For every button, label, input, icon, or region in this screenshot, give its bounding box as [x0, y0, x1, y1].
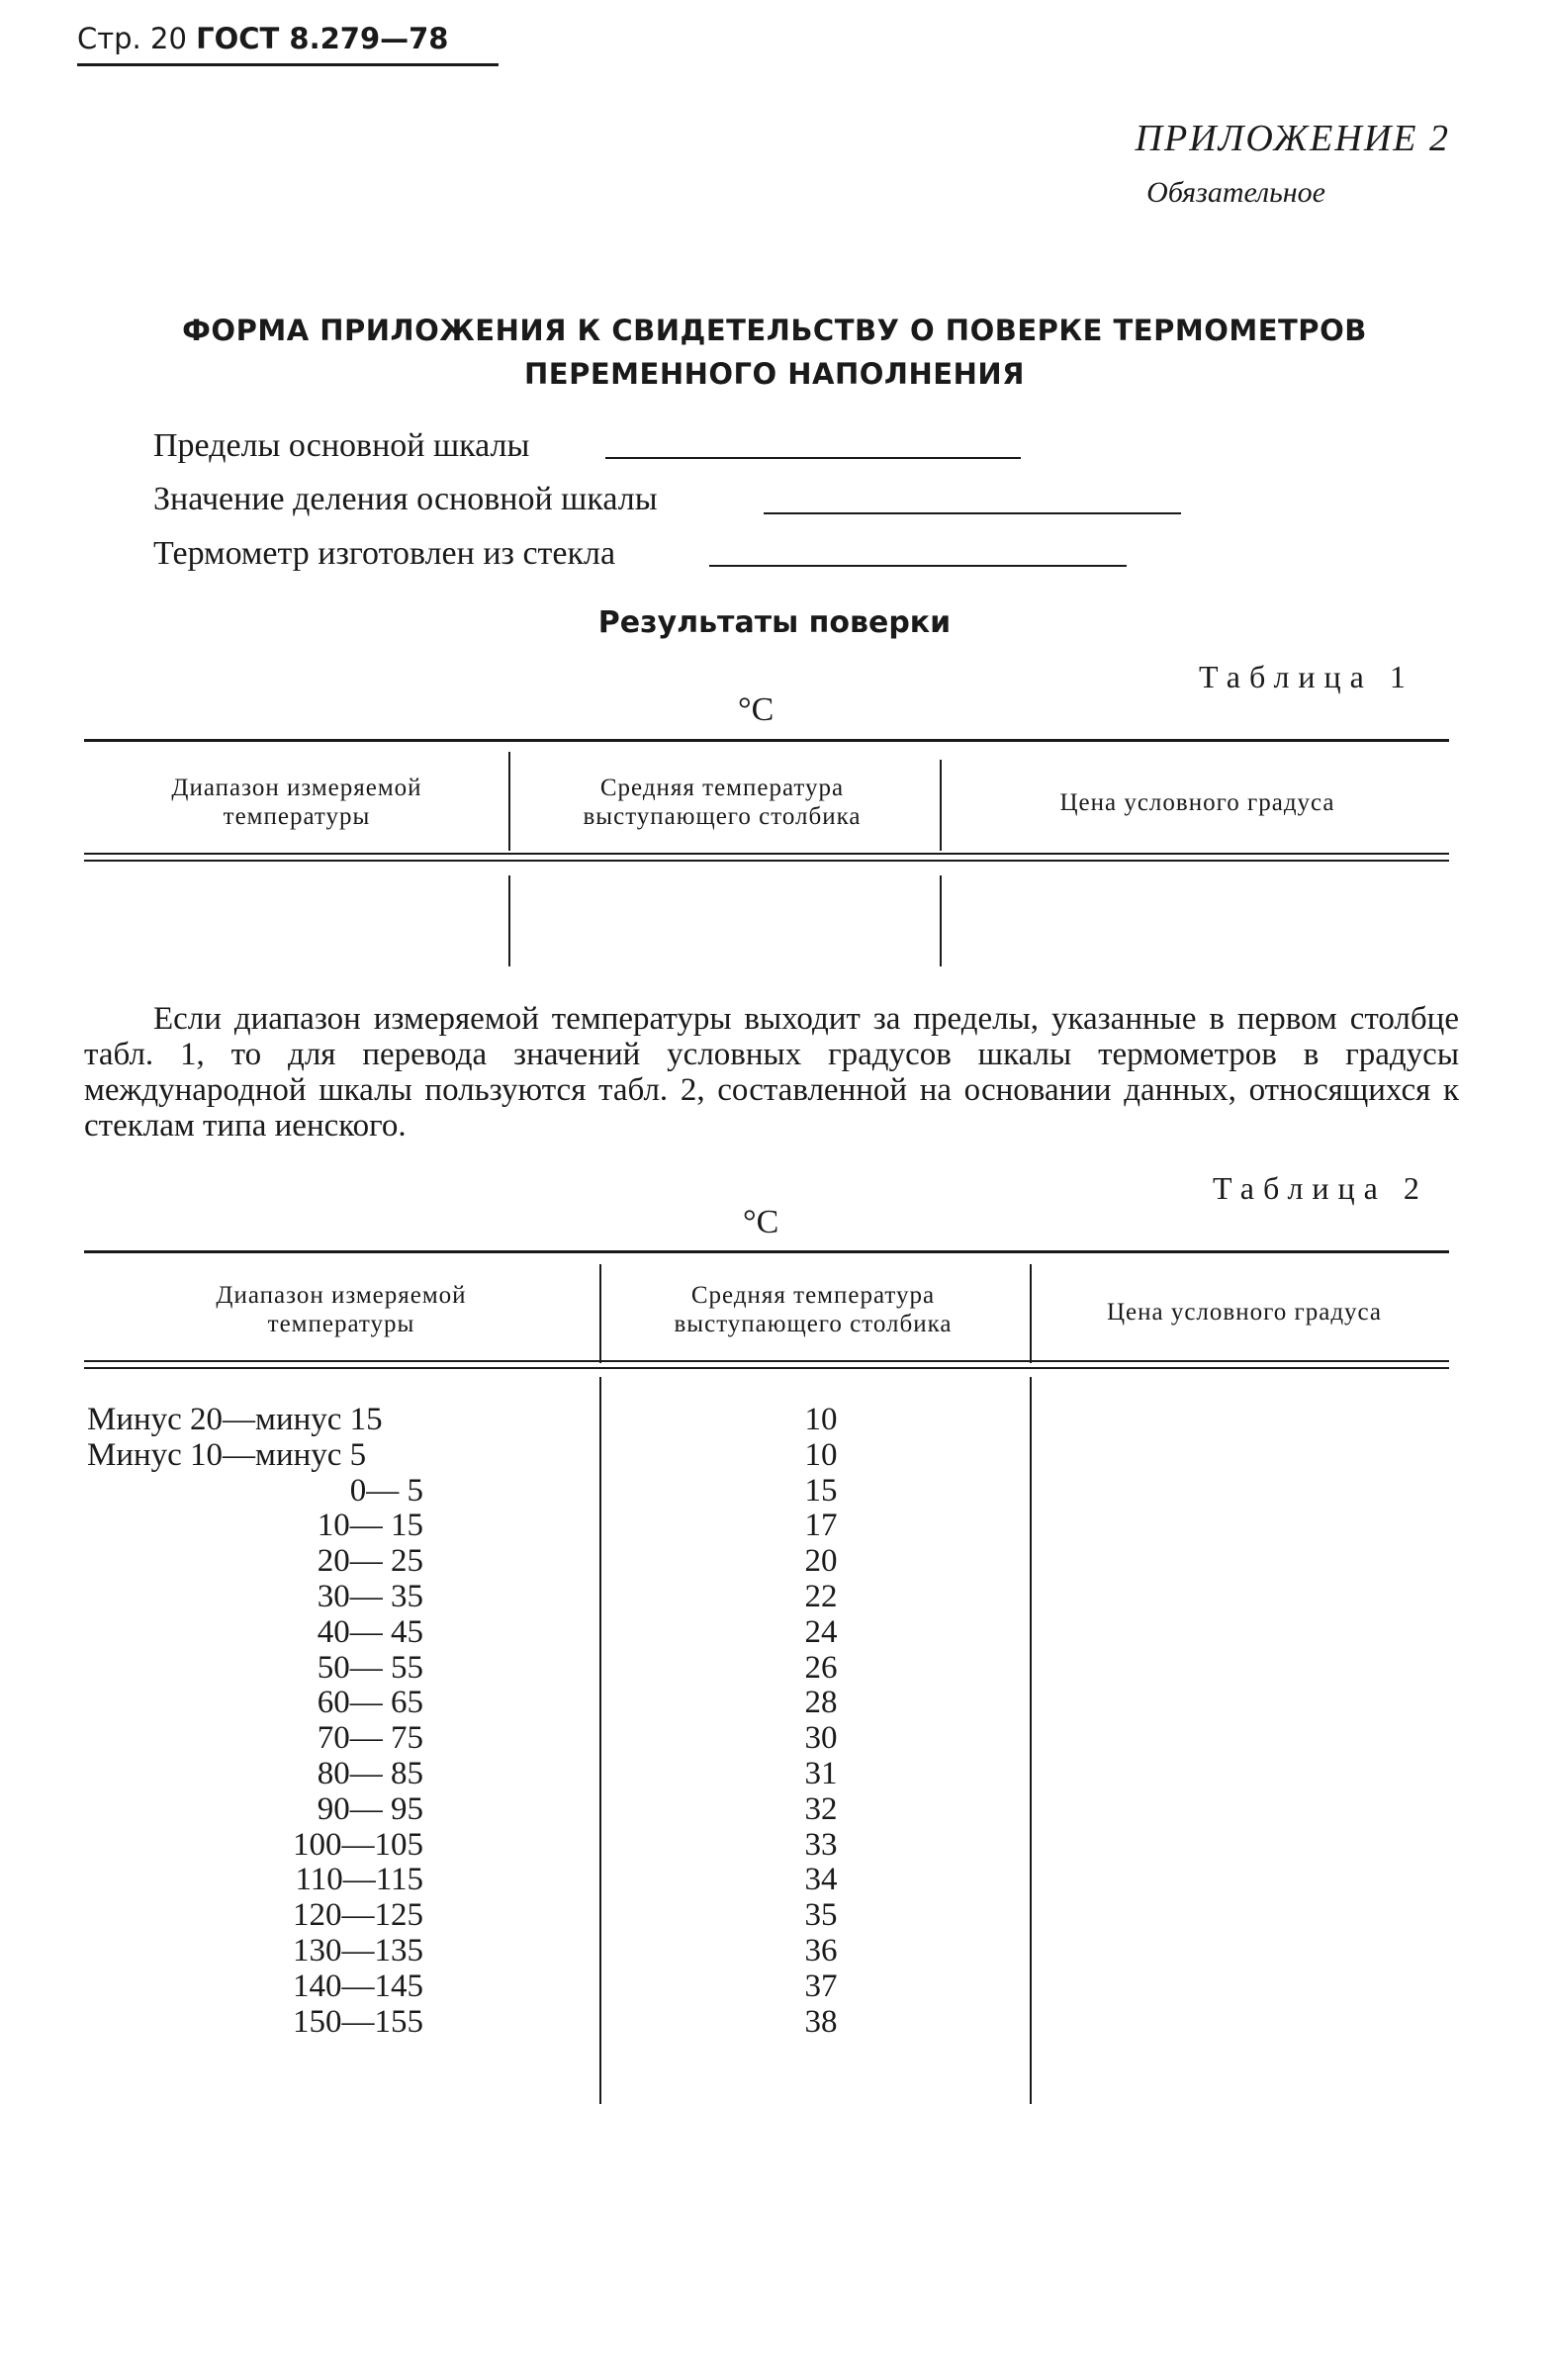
table2-divider — [599, 1264, 601, 1363]
table2-header-rule — [84, 1367, 1449, 1369]
table-cell-range: 80— 85 — [317, 1755, 423, 1791]
field-blank-glass[interactable] — [709, 565, 1127, 567]
document-title — [0, 309, 1549, 396]
table-cell-range: 130—135 — [293, 1932, 423, 1968]
table-cell-avg: 10 — [804, 1436, 838, 1473]
table1-divider — [940, 760, 942, 851]
table-cell-range: 30— 35 — [317, 1578, 423, 1614]
table1-header-rule — [84, 860, 1449, 862]
table1-divider — [940, 875, 942, 966]
table-cell-avg: 28 — [804, 1685, 838, 1721]
table-cell-range: 70— 75 — [317, 1720, 423, 1757]
table-cell-range: 90— 95 — [317, 1790, 423, 1827]
table-cell-avg: 38 — [804, 2003, 838, 2040]
table2-header-avg: Средняя температура выступающего столбика — [674, 1282, 953, 1337]
field-label-division-value: Значение деления основной шкалы — [153, 481, 658, 517]
field-blank-division-value[interactable] — [764, 512, 1181, 514]
table-cell-avg: 22 — [804, 1578, 838, 1614]
title-line-2: ПЕРЕМЕННОГО НАПОЛНЕНИЯ — [524, 357, 1025, 391]
table2-divider — [599, 1377, 601, 2104]
table2-top-rule — [84, 1250, 1449, 1253]
table2-header-range: Диапазон измеряемой температуры — [216, 1282, 467, 1337]
appendix-title: ПРИЛОЖЕНИЕ 2 — [1135, 118, 1450, 159]
table-cell-range: 0— 5 — [349, 1472, 423, 1509]
table-cell-avg: 36 — [804, 1932, 838, 1968]
table-cell-avg: 35 — [804, 1897, 838, 1934]
table-cell-avg: 34 — [804, 1862, 838, 1898]
table-cell-range: 100—105 — [293, 1826, 423, 1863]
field-label-glass: Термометр изготовлен из стекла — [153, 535, 616, 572]
table-cell-avg: 20 — [804, 1543, 838, 1580]
table-cell-avg: 17 — [804, 1508, 838, 1544]
table-cell-avg: 24 — [804, 1613, 838, 1650]
table2-divider — [1030, 1264, 1032, 1363]
table1-header-range: Диапазон измеряемой температуры — [171, 775, 422, 830]
table1-divider — [508, 752, 510, 851]
table-cell-range: Минус 10—минус 5 — [87, 1436, 367, 1473]
appendix-note: Обязательное — [1146, 176, 1325, 209]
table-cell-avg: 26 — [804, 1649, 838, 1686]
table-cell-avg: 37 — [804, 1968, 838, 2004]
field-blank-scale-limits[interactable] — [605, 457, 1021, 459]
table-cell-avg: 30 — [804, 1720, 838, 1757]
table2-divider — [1030, 1377, 1032, 2104]
table1-header-avg: Средняя температура выступающего столбика — [583, 775, 862, 830]
table-cell-avg: 33 — [804, 1826, 838, 1863]
title-line-1: ФОРМА ПРИЛОЖЕНИЯ К СВИДЕТЕЛЬСТВУ О ПОВЕРКЕ ТЕРМОМЕТРОВ — [182, 314, 1367, 347]
table-cell-range: 110—115 — [295, 1862, 423, 1898]
body-paragraph: Если диапазон измеряемой температуры выходит за пределы, указанные в первом столбце табл. 1, то для перевода значений условных градусов шкалы термометров в градусы международной шкалы пользуются табл. 2, составленной на основании данных, относящихся к стеклам типа иенского. — [84, 1001, 1459, 1144]
table-cell-avg: 32 — [804, 1790, 838, 1827]
header-rule — [77, 63, 499, 66]
table-cell-range: Минус 20—минус 15 — [87, 1402, 383, 1437]
table-cell-range: 20— 25 — [317, 1543, 423, 1580]
table2-range-column — [87, 1403, 423, 2040]
table-cell-range: 150—155 — [293, 2003, 423, 2040]
page-header — [77, 22, 449, 55]
table-cell-avg: 10 — [804, 1402, 838, 1437]
table-cell-range: 140—145 — [293, 1968, 423, 2004]
table2-unit: °C — [743, 1204, 779, 1240]
table-cell-range: 40— 45 — [317, 1613, 423, 1650]
table-cell-range: 10— 15 — [317, 1508, 423, 1544]
table1-header-price: Цена условного градуса — [1059, 789, 1335, 816]
table1-top-rule — [84, 739, 1449, 742]
table-cell-avg: 31 — [804, 1755, 838, 1791]
table-cell-range: 60— 65 — [317, 1685, 423, 1721]
page-number: Стр. 20 — [77, 22, 187, 55]
table2-avg-column — [752, 1403, 890, 2040]
table1-header-rule — [84, 853, 1449, 855]
results-heading: Результаты поверки — [597, 605, 952, 640]
table1-divider — [508, 875, 510, 966]
table1-unit: °C — [738, 691, 774, 728]
table1-label: Таблица 1 — [1199, 659, 1414, 694]
table2-label: Таблица 2 — [1213, 1170, 1428, 1206]
table-cell-avg: 15 — [804, 1472, 838, 1509]
table-cell-range: 120—125 — [293, 1897, 423, 1934]
standard-number: ГОСТ 8.279—78 — [196, 22, 449, 55]
field-label-scale-limits: Пределы основной шкалы — [153, 427, 530, 464]
table2-header-price: Цена условного градуса — [1106, 1299, 1383, 1326]
table2-header-rule — [84, 1360, 1449, 1362]
table-cell-range: 50— 55 — [317, 1649, 423, 1686]
